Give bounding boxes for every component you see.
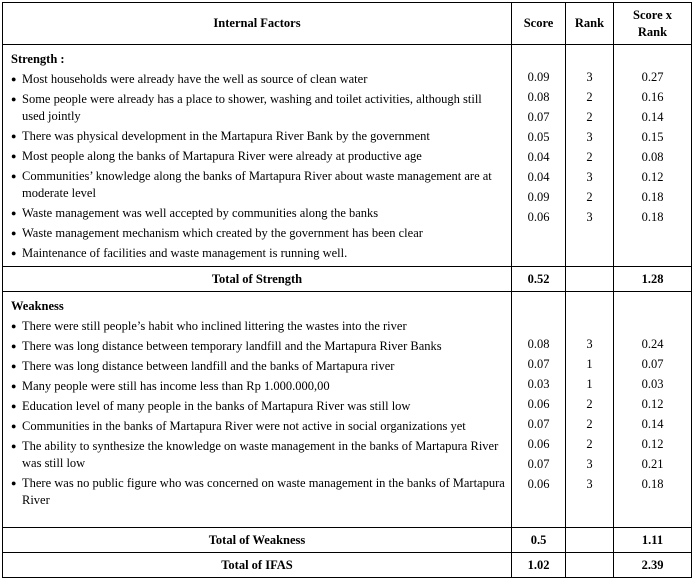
strength-rank: 2: [586, 110, 593, 124]
weakness-product: 0.07: [641, 357, 664, 371]
strength-score: 0.09: [527, 190, 550, 204]
strength-total-rank: [566, 267, 614, 292]
strength-total-row: [3, 267, 692, 292]
strength-product: 0.18: [641, 210, 664, 224]
weakness-rank: 2: [586, 417, 593, 431]
strength-score: 0.07: [527, 110, 550, 124]
weakness-total-row: [3, 528, 692, 553]
weakness-score: 0.07: [527, 457, 550, 471]
strength-rank: 2: [586, 150, 593, 164]
weakness-total-rank: [566, 528, 614, 553]
strength-item: ● Maintenance of facilities and waste management is running well.: [11, 245, 505, 262]
strength-score: 0.09: [527, 70, 550, 84]
strength-product: 0.08: [641, 150, 664, 164]
strength-total-label: Total of Strength: [3, 267, 512, 292]
strength-rank: 2: [586, 90, 593, 104]
weakness-section: [3, 292, 692, 528]
weakness-item: ● There was no public figure who was concerned on waste management in the banks of Martapura River: [11, 475, 505, 509]
weakness-total-label: Total of Weakness: [3, 528, 512, 553]
weakness-rank: 3: [586, 477, 593, 491]
weakness-score: 0.08: [527, 337, 550, 351]
weakness-product: 0.24: [641, 337, 664, 351]
strength-rank-list: [566, 45, 613, 226]
weakness-item: ● Many people were still has income less than Rp 1.000.000,00: [11, 378, 505, 395]
strength-item: ● Some people were already has a place to shower, washing and toilet activities, although still used jointly: [11, 91, 505, 125]
strength-rank: 3: [586, 70, 593, 84]
strength-product-cell: [614, 45, 692, 267]
header-internal-factors: Internal Factors: [3, 3, 512, 45]
weakness-rank-list: [566, 292, 613, 493]
weakness-rank: 1: [586, 357, 593, 371]
weakness-item: ● Education level of many people in the banks of Martapura River was still low: [11, 398, 505, 415]
header-score-x-rank: Score x Rank: [614, 3, 692, 45]
strength-rank: 3: [586, 130, 593, 144]
strength-score: 0.05: [527, 130, 550, 144]
strength-score: 0.06: [527, 210, 550, 224]
strength-rank: 3: [586, 210, 593, 224]
strength-factors-cell: [3, 45, 512, 267]
weakness-list: [11, 318, 505, 509]
weakness-total-product: 1.11: [614, 528, 692, 553]
weakness-item: ● The ability to synthesize the knowledge on waste management in the banks of Martapura River was still low: [11, 438, 505, 472]
strength-item: ● Most households were already have the well as source of clean water: [11, 71, 505, 88]
weakness-score-cell: [512, 292, 566, 528]
weakness-score: 0.06: [527, 477, 550, 491]
strength-product-list: [614, 45, 691, 226]
weakness-rank: 2: [586, 397, 593, 411]
strength-score: 0.04: [527, 170, 550, 184]
strength-item: ● There was physical development in the Martapura River Bank by the government: [11, 128, 505, 145]
strength-product: 0.16: [641, 90, 664, 104]
strength-rank: 2: [586, 190, 593, 204]
header-row: [3, 3, 692, 45]
weakness-item: ● There was long distance between landfill and the banks of Martapura river: [11, 358, 505, 375]
strength-score: 0.04: [527, 150, 550, 164]
ifas-table: [2, 2, 692, 578]
strength-item: ● Communities’ knowledge along the banks of Martapura River about waste management are at moderate level: [11, 168, 505, 202]
weakness-score: 0.06: [527, 437, 550, 451]
strength-rank-cell: [566, 45, 614, 267]
weakness-rank: 1: [586, 377, 593, 391]
weakness-item: ● There were still people’s habit who inclined littering the wastes into the river: [11, 318, 505, 335]
strength-score-list: [512, 45, 565, 226]
strength-section: [3, 45, 692, 267]
strength-item: ● Waste management was well accepted by communities along the banks: [11, 205, 505, 222]
ifas-total-row: [3, 553, 692, 578]
strength-list: [11, 71, 505, 262]
weakness-product-list: [614, 292, 691, 493]
strength-product: 0.18: [641, 190, 664, 204]
weakness-factors-cell: [3, 292, 512, 528]
weakness-product: 0.18: [641, 477, 664, 491]
weakness-score: 0.06: [527, 397, 550, 411]
header-rank: Rank: [566, 3, 614, 45]
strength-score-cell: [512, 45, 566, 267]
weakness-product: 0.14: [641, 417, 664, 431]
ifas-total-score: 1.02: [512, 553, 566, 578]
weakness-product: 0.12: [641, 397, 664, 411]
weakness-rank-cell: [566, 292, 614, 528]
weakness-item: ● There was long distance between temporary landfill and the Martapura River Banks: [11, 338, 505, 355]
weakness-item: ● Communities in the banks of Martapura River were not active in social organizations yet: [11, 418, 505, 435]
weakness-product: 0.03: [641, 377, 664, 391]
ifas-total-product: 2.39: [614, 553, 692, 578]
weakness-score: 0.07: [527, 357, 550, 371]
strength-item: ● Waste management mechanism which created by the government has been clear: [11, 225, 505, 242]
weakness-total-score: 0.5: [512, 528, 566, 553]
strength-title: Strength :: [11, 52, 65, 66]
weakness-rank: 3: [586, 457, 593, 471]
ifas-total-label: Total of IFAS: [3, 553, 512, 578]
weakness-rank: 2: [586, 437, 593, 451]
header-score: Score: [512, 3, 566, 45]
weakness-product-cell: [614, 292, 692, 528]
weakness-rank: 3: [586, 337, 593, 351]
strength-total-product: 1.28: [614, 267, 692, 292]
strength-product: 0.15: [641, 130, 664, 144]
strength-rank: 3: [586, 170, 593, 184]
strength-product: 0.14: [641, 110, 664, 124]
strength-product: 0.27: [641, 70, 664, 84]
weakness-score: 0.03: [527, 377, 550, 391]
weakness-title: Weakness: [11, 299, 64, 313]
weakness-score-list: [512, 292, 565, 493]
weakness-product: 0.12: [641, 437, 664, 451]
strength-product: 0.12: [641, 170, 664, 184]
weakness-product: 0.21: [641, 457, 664, 471]
weakness-score: 0.07: [527, 417, 550, 431]
strength-item: ● Most people along the banks of Martapura River were already at productive age: [11, 148, 505, 165]
strength-total-score: 0.52: [512, 267, 566, 292]
ifas-total-rank: [566, 553, 614, 578]
strength-score: 0.08: [527, 90, 550, 104]
